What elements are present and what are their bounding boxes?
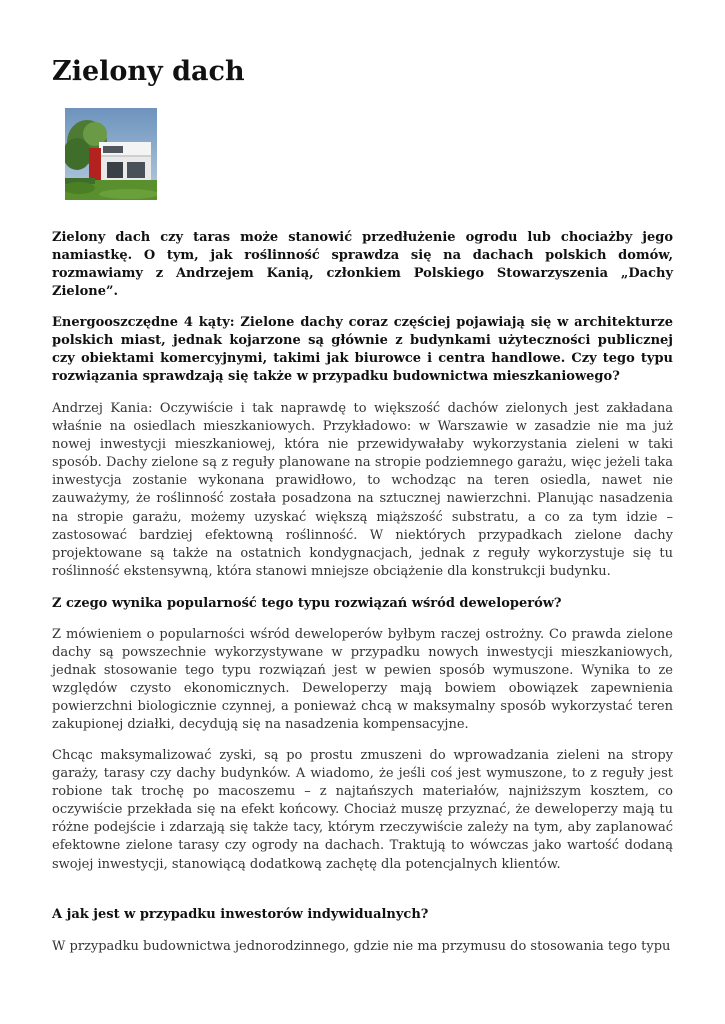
interview-question: Energooszczędne 4 kąty: Zielone dachy coraz częściej pojawiają się w architekturze polskich miast, jednak kojarzone są głównie z budynkami użyteczności publicznej czy obiektami komercyjnymi, takimi jak biurowce i centra handlowe. Czy tego typu rozwiązania sprawdzają się także w przypadku budownictwa mieszkaniowego?	[52, 315, 673, 384]
interview-question: Z czego wynika popularność tego typu rozwiązań wśród deweloperów?	[52, 596, 562, 611]
page-title: Zielony dach	[52, 56, 245, 87]
house-photo-icon	[65, 108, 157, 200]
interview-question: A jak jest w przypadku inwestorów indywidualnych?	[52, 907, 429, 922]
interview-answer: Andrzej Kania: Oczywiście i tak naprawdę to większość dachów zielonych jest zakładana właśnie na osiedlach mieszkaniowych. Przykładowo: w Warszawie w zasadzie nie ma już nowej inwestycji mieszkaniowej, która nie przewidywałaby wykorzystania zieleni w taki sposób. Dachy zielone są z reguły planowane na stropie podziemnego garażu, więc jeżeli taka inwestycja zostanie wykonana prawidłowo, to wchodząc na teren osiedla, nawet nie zauważymy, że roślinność została posadzona na sztucznej nawierzchni. Planując nasadzenia na stropie garażu, możemy uzyskać większą miąższość substratu, a co za tym idzie – zastosować bardziej efektowną roślinność. W niektórych przypadkach zielone dachy projektowane są także na ostatnich kondygnacjach, jednak z reguły wykorzystuje się tu roślinność ekstensywną, która stanowi mniejsze obciążenie dla konstrukcji budynku.	[52, 401, 673, 579]
interview-answer: Z mówieniem o popularności wśród deweloperów byłbym raczej ostrożny. Co prawda zielone dachy są powszechnie wykorzystywane w przypadku nowych inwestycji mieszkaniowych, jednak stosowanie tego typu rozwiązań jest w pewien sposób wymuszone. Wynika to ze względów czysto ekonomicznych. Deweloperzy mają bowiem obowiązek zapewnienia powierzchni biologicznie czynnej, a ponieważ chcą w maksymalny sposób wykorzystać teren zakupionej działki, decydują się na nasadzenia kompensacyjne.	[52, 627, 673, 733]
interview-answer: Chcąc maksymalizować zyski, są po prostu zmuszeni do wprowadzania zieleni na stropy garaży, tarasy czy dachy budynków. A wiadomo, że jeśli coś jest wymuszone, to z reguły jest robione tak trochę po macoszemu – z najtańszych materiałów, najniższym kosztem, co oczywiście przekłada się na efekt końcowy. Chociaż muszę przyznać, że deweloperzy mają tu różne podejście i zdarzają się także tacy, którym rzeczywiście zależy na tym, aby zaplanować efektowne zielone tarasy czy ogrody na dachach. Traktują to wówczas jako wartość dodaną swojej inwestycji, stanowiącą dodatkową zachętę dla potencjalnych klientów.	[52, 748, 673, 872]
interview-answer: W przypadku budownictwa jednorodzinnego, gdzie nie ma przymusu do stosowania tego typu	[52, 939, 671, 954]
article-lead: Zielony dach czy taras może stanowić przedłużenie ogrodu lub chociażby jego namiastkę. O tym, jak roślinność sprawdza się na dachach polskich domów, rozmawiamy z Andrzejem Kanią, członkiem Polskiego Stowarzyszenia „Dachy Zielone”.	[52, 230, 673, 299]
